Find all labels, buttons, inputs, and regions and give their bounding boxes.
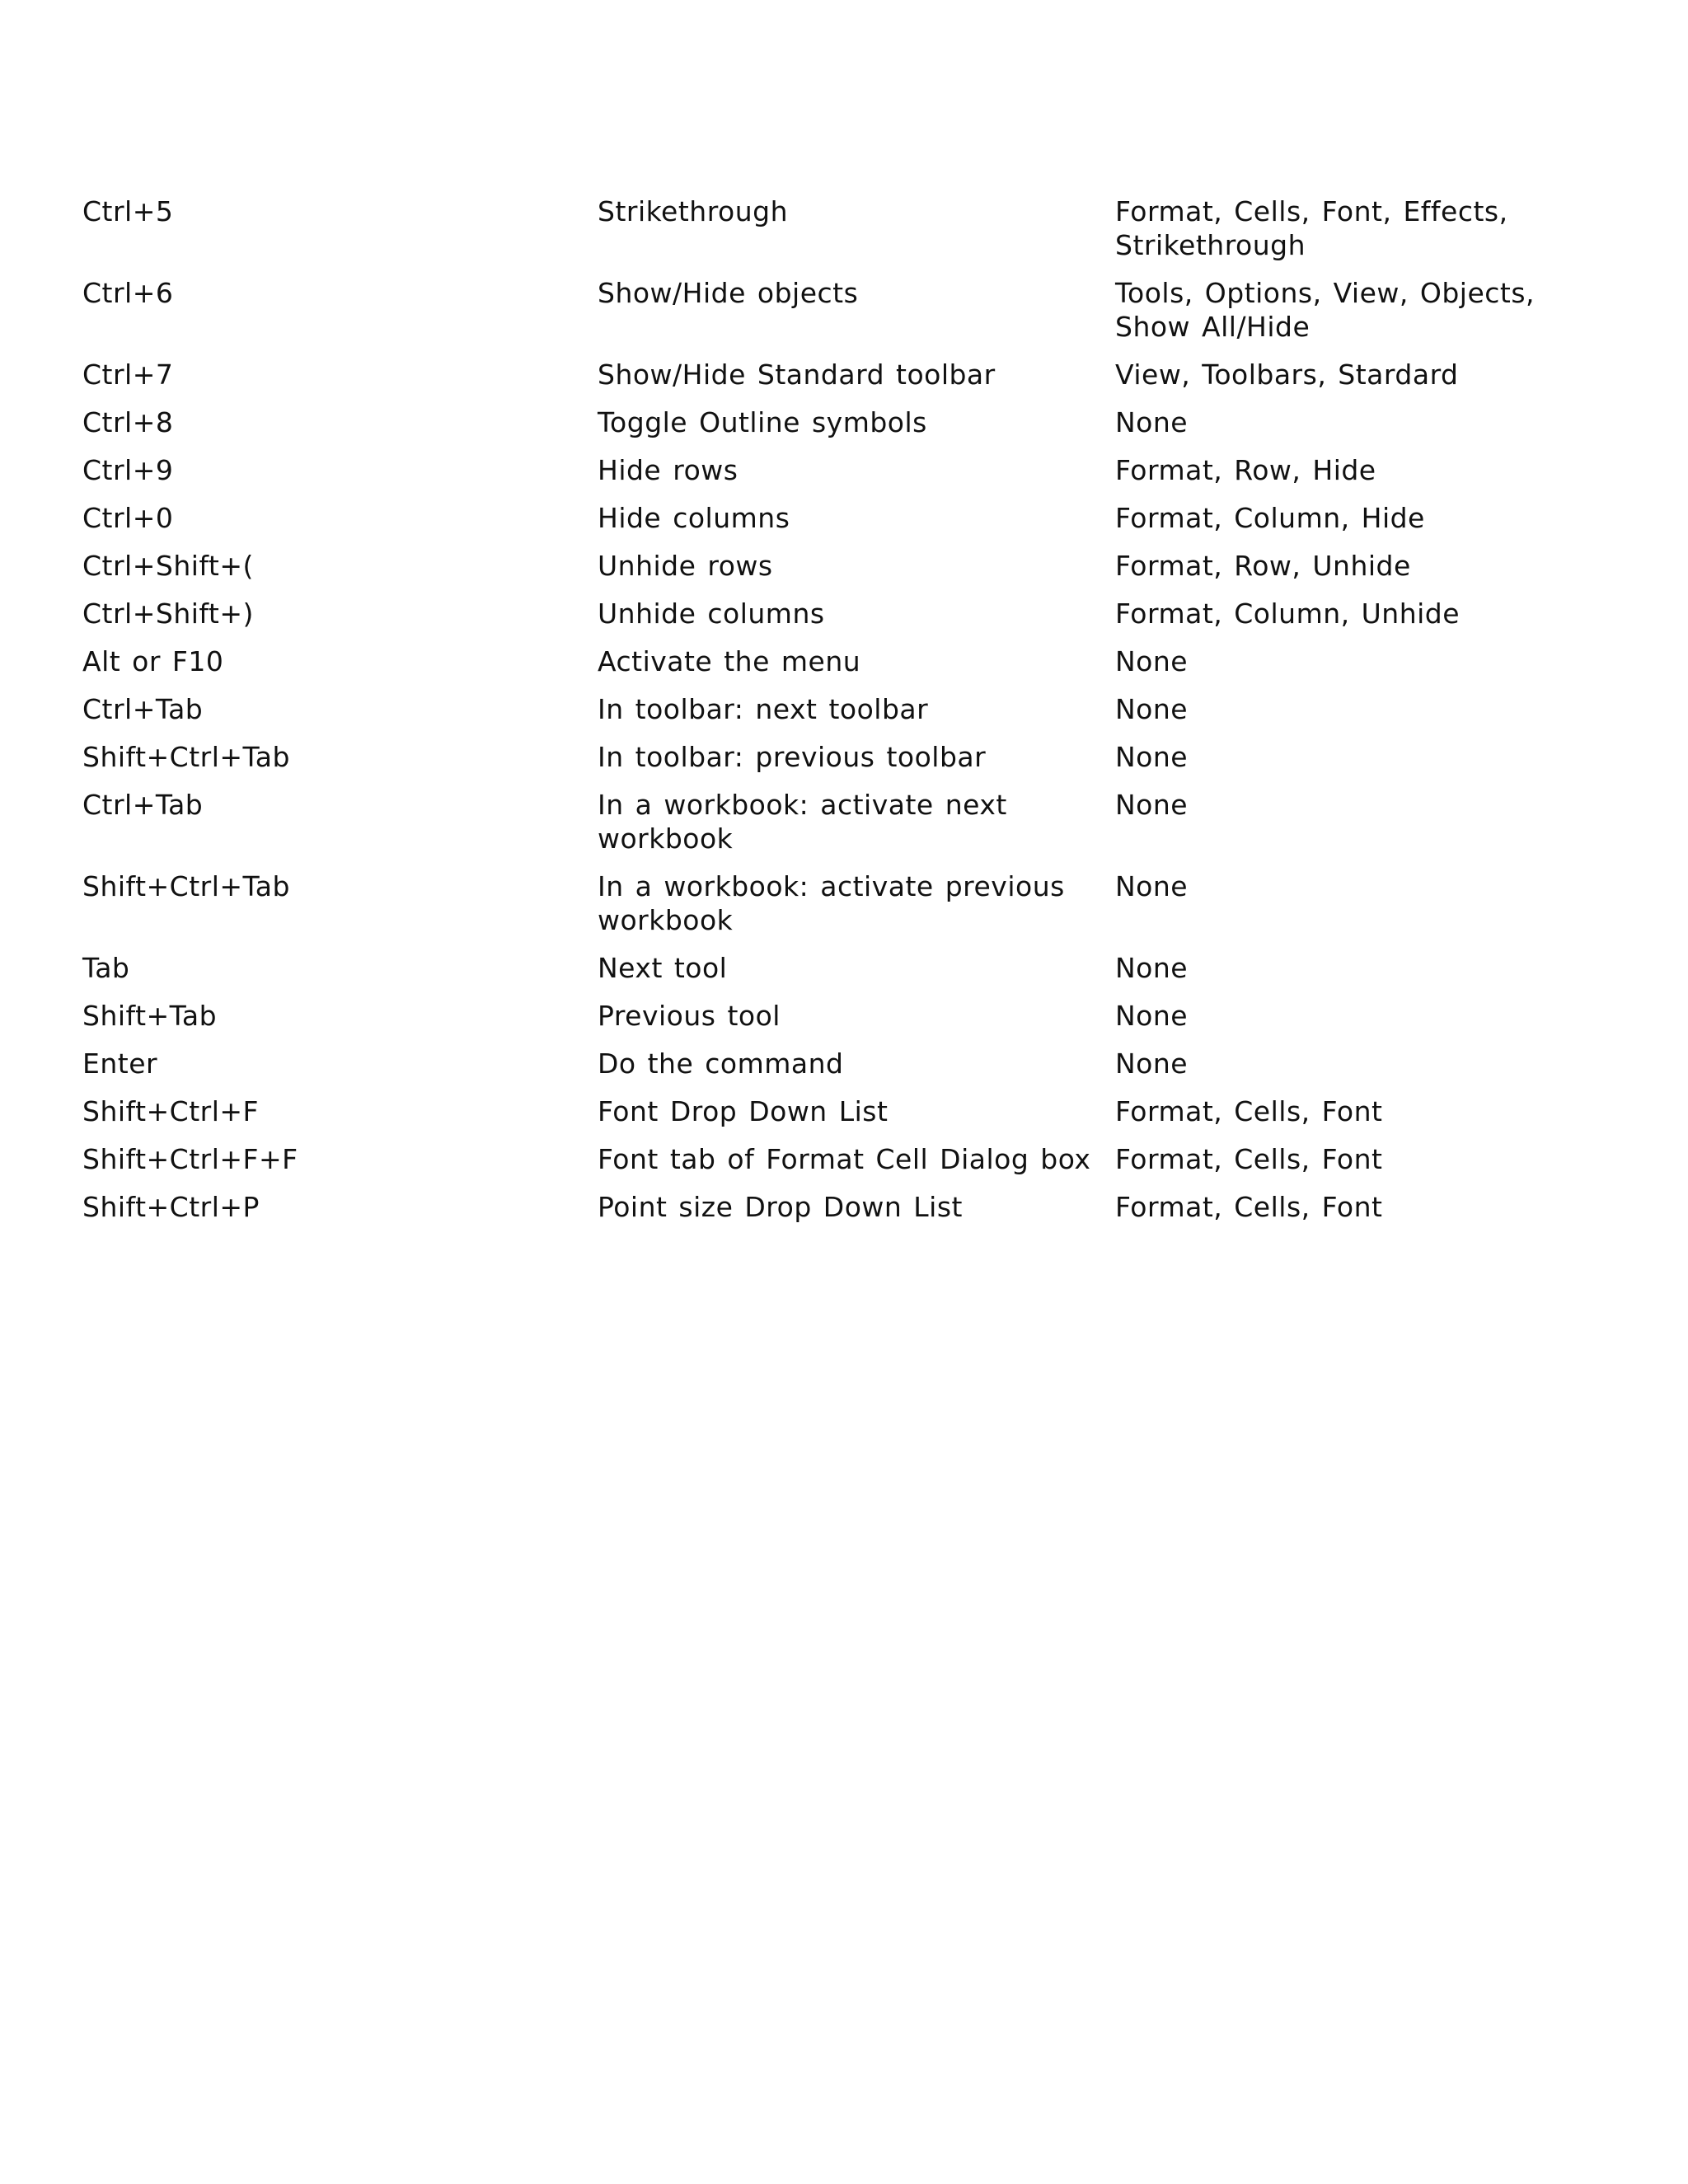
shortcut-table (82, 194, 1582, 1238)
table-row (82, 358, 1582, 405)
menu-path-cell: Tools, Options, View, Objects, Show All/Hide (1115, 277, 1536, 343)
menu-path-cell: Format, Row, Unhide (1115, 550, 1411, 582)
shortcut-cell: Ctrl+6 (82, 277, 174, 309)
table-row (82, 1047, 1582, 1094)
shortcut-cell: Ctrl+0 (82, 502, 174, 534)
menu-path-cell: None (1115, 1000, 1189, 1032)
action-cell: Do the command (598, 1047, 844, 1080)
action-cell: In a workbook: activate previous workbook (598, 870, 1065, 936)
action-cell: Font Drop Down List (598, 1095, 889, 1127)
shortcut-cell: Ctrl+Shift+( (82, 550, 254, 582)
menu-path-cell: None (1115, 789, 1189, 821)
action-cell: Strikethrough (598, 195, 789, 227)
table-row (82, 194, 1582, 276)
table-row (82, 276, 1582, 358)
action-cell: Show/Hide Standard toolbar (598, 359, 996, 391)
menu-path-cell: Format, Cells, Font (1115, 1095, 1383, 1127)
shortcut-cell: Shift+Ctrl+Tab (82, 870, 290, 902)
action-cell: Font tab of Format Cell Dialog box (598, 1143, 1091, 1175)
table-row (82, 951, 1582, 999)
menu-path-cell: None (1115, 406, 1189, 438)
action-cell: In toolbar: previous toolbar (598, 741, 987, 773)
action-cell: In a workbook: activate next workbook (598, 789, 1007, 855)
menu-path-cell: None (1115, 693, 1189, 725)
table-row (82, 644, 1582, 692)
menu-path-cell: None (1115, 952, 1189, 984)
table-row (82, 1094, 1582, 1142)
shortcut-cell: Ctrl+8 (82, 406, 174, 438)
menu-path-cell: None (1115, 870, 1189, 902)
table-row (82, 549, 1582, 597)
action-cell: Unhide columns (598, 598, 825, 630)
shortcut-cell: Enter (82, 1047, 158, 1080)
menu-path-cell: None (1115, 645, 1189, 677)
action-cell: Point size Drop Down List (598, 1191, 963, 1223)
menu-path-cell: Format, Row, Hide (1115, 454, 1376, 486)
table-row (82, 501, 1582, 549)
shortcut-cell: Ctrl+Tab (82, 693, 204, 725)
menu-path-cell: Format, Cells, Font (1115, 1143, 1383, 1175)
table-row (82, 405, 1582, 453)
menu-path-cell: None (1115, 741, 1189, 773)
shortcut-cell: Shift+Ctrl+Tab (82, 741, 290, 773)
shortcut-cell: Shift+Ctrl+F (82, 1095, 260, 1127)
table-row (82, 453, 1582, 501)
menu-path-cell: Format, Cells, Font, Effects, Strikethrough (1115, 195, 1508, 261)
action-cell: Hide rows (598, 454, 738, 486)
shortcut-cell: Alt or F10 (82, 645, 224, 677)
action-cell: Hide columns (598, 502, 790, 534)
action-cell: Next tool (598, 952, 728, 984)
action-cell: Activate the menu (598, 645, 861, 677)
menu-path-cell: Format, Cells, Font (1115, 1191, 1383, 1223)
shortcut-cell: Shift+Ctrl+P (82, 1191, 260, 1223)
shortcut-cell: Ctrl+7 (82, 359, 174, 391)
table-row (82, 692, 1582, 740)
action-cell: Toggle Outline symbols (598, 406, 927, 438)
table-row (82, 1142, 1582, 1190)
action-cell: Unhide rows (598, 550, 773, 582)
table-row (82, 740, 1582, 788)
action-cell: Show/Hide objects (598, 277, 859, 309)
menu-path-cell: View, Toolbars, Stardard (1115, 359, 1459, 391)
table-row (82, 869, 1582, 951)
shortcut-cell: Ctrl+5 (82, 195, 174, 227)
menu-path-cell: None (1115, 1047, 1189, 1080)
shortcut-cell: Shift+Tab (82, 1000, 218, 1032)
shortcut-cell: Ctrl+Shift+) (82, 598, 254, 630)
shortcut-cell: Shift+Ctrl+F+F (82, 1143, 298, 1175)
shortcut-cell: Ctrl+9 (82, 454, 174, 486)
table-row (82, 788, 1582, 869)
action-cell: Previous tool (598, 1000, 781, 1032)
table-row (82, 1190, 1582, 1238)
menu-path-cell: Format, Column, Hide (1115, 502, 1425, 534)
action-cell: In toolbar: next toolbar (598, 693, 929, 725)
menu-path-cell: Format, Column, Unhide (1115, 598, 1461, 630)
table-row (82, 999, 1582, 1047)
shortcut-cell: Tab (82, 952, 130, 984)
table-row (82, 597, 1582, 644)
shortcut-cell: Ctrl+Tab (82, 789, 204, 821)
